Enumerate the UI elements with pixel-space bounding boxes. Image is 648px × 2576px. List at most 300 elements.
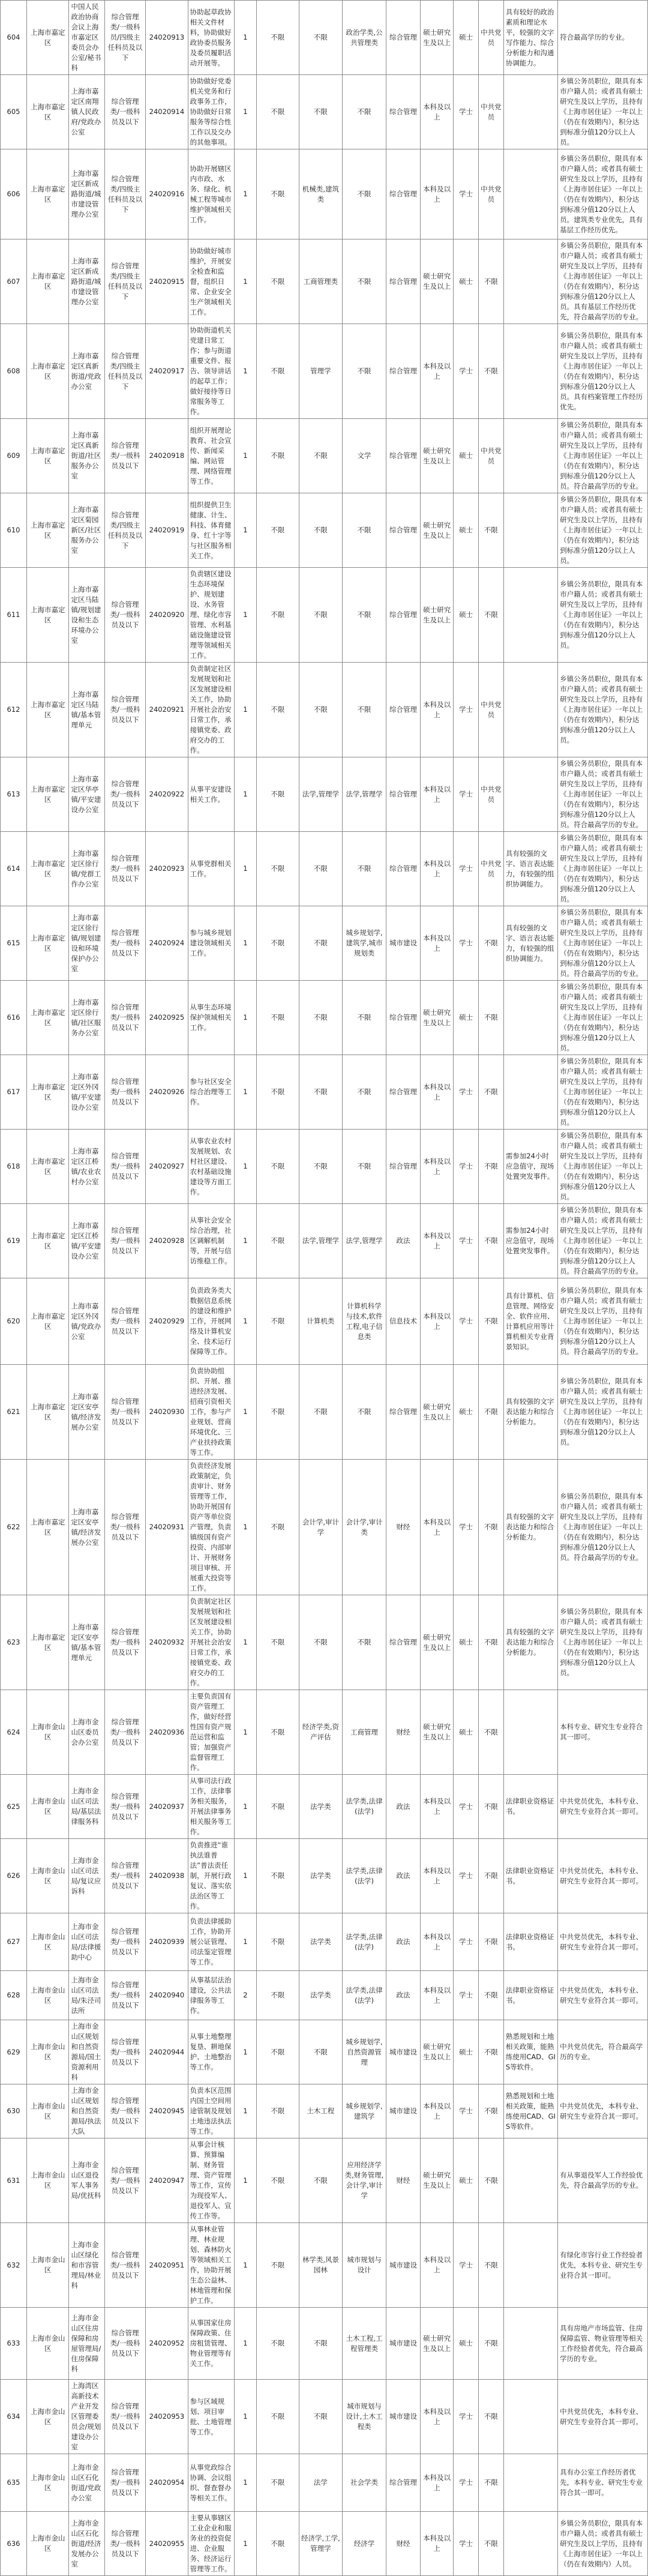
position-description: 从事农业农村发展规划、农村社区建设、农村基础设施建设等方面工作。 xyxy=(188,1130,234,1204)
hiring-unit: 上海市嘉定区徐行镇/规划建设和环境保护办公室 xyxy=(69,906,104,981)
district: 上海市嘉定区 xyxy=(27,149,69,239)
headcount: 1 xyxy=(234,663,256,757)
education-level: 硕士研究生及以上 xyxy=(421,1365,454,1460)
college-major: 不限 xyxy=(257,663,299,757)
district: 上海市金山区 xyxy=(27,2308,69,2380)
district: 上海市金山区 xyxy=(27,2084,69,2138)
row-number: 634 xyxy=(1,2380,27,2454)
notes: 中共党员优先，符合最高学历的专业。 xyxy=(558,2020,648,2084)
education-level: 本科及以上 xyxy=(421,2084,454,2138)
district: 上海市金山区 xyxy=(27,2380,69,2454)
position-description: 从事会计核算、预算编制、财务管理、资产管理等工作，宣传为现役军人、退役军人、宣传工作等。 xyxy=(188,2138,234,2223)
position-category: 综合管理类/四级主任科员及以下 xyxy=(104,493,145,568)
district: 上海市嘉定区 xyxy=(27,663,69,757)
postgrad-major: 城市规划与设计 xyxy=(343,2223,386,2308)
table-row xyxy=(1,568,648,663)
headcount: 1 xyxy=(234,324,256,419)
exam-category: 政法 xyxy=(386,1913,420,1971)
other-requirements: 熟悉规划和土地相关政策，能熟练使用CAD、GIS等软件。 xyxy=(503,2084,557,2138)
education-level: 本科及以上 xyxy=(421,1913,454,1971)
political-status: 中共党员 xyxy=(479,757,504,832)
other-requirements: 需参加24小时应急值守，现场处置突发事件。 xyxy=(503,1204,557,1278)
position-category: 综合管理类/一级科员及以下 xyxy=(104,832,145,906)
exam-category: 综合管理 xyxy=(386,419,420,493)
position-category: 综合管理类/一级科员及以下 xyxy=(104,75,145,149)
table-row xyxy=(1,832,648,906)
other-requirements xyxy=(503,149,557,239)
district: 上海市嘉定区 xyxy=(27,1365,69,1460)
college-major: 不限 xyxy=(257,1204,299,1278)
hiring-unit: 上海市金山区绿化和市容管理局/林业科 xyxy=(69,2223,104,2308)
position-code: 24020947 xyxy=(146,2138,188,2223)
row-number: 615 xyxy=(1,906,27,981)
political-status: 不限 xyxy=(479,1204,504,1278)
notes: 中共党员优先，本科专业、研究生专业符合其一即可。 xyxy=(558,1839,648,1913)
education-level: 本科及以上 xyxy=(421,149,454,239)
headcount: 1 xyxy=(234,2308,256,2380)
college-major: 不限 xyxy=(257,2308,299,2380)
degree: 硕士 xyxy=(454,2020,479,2084)
position-description: 从事土地整理复垦、耕地保护、土地整治等工作。 xyxy=(188,2020,234,2084)
degree: 学士 xyxy=(454,2454,479,2512)
undergrad-major: 不限 xyxy=(299,568,343,663)
row-number: 609 xyxy=(1,419,27,493)
position-code: 24020937 xyxy=(146,1775,188,1839)
undergrad-major: 不限 xyxy=(299,981,343,1055)
headcount: 1 xyxy=(234,906,256,981)
education-level: 本科及以上 xyxy=(421,1839,454,1913)
row-number: 636 xyxy=(1,2512,27,2576)
undergrad-major: 不限 xyxy=(299,1055,343,1130)
table-row xyxy=(1,981,648,1055)
table-row xyxy=(1,1130,648,1204)
political-status: 不限 xyxy=(479,1839,504,1913)
political-status: 不限 xyxy=(479,2308,504,2380)
exam-category: 城市建设 xyxy=(386,2084,420,2138)
degree: 硕士 xyxy=(454,568,479,663)
political-status: 不限 xyxy=(479,1595,504,1690)
table-row xyxy=(1,75,648,149)
position-category: 综合管理类/四级主任科员及以下 xyxy=(104,324,145,419)
education-level: 硕士研究生及以上 xyxy=(421,1,454,75)
position-description: 负责制定社区发展规划和社区发展建设相关工作，协助开展社会治安日常工作，承接镇党委、政府交办的工作。 xyxy=(188,663,234,757)
position-category: 综合管理类/一级科员及以下 xyxy=(104,1460,145,1595)
education-level: 本科及以上 xyxy=(421,1971,454,2020)
education-level: 本科及以上 xyxy=(421,75,454,149)
headcount: 1 xyxy=(234,2454,256,2512)
other-requirements xyxy=(503,2223,557,2308)
position-description: 负责制定社区发展规划和社区发展建设相关工作，协助开展社会治安日常工作，承接镇党委、政府交办的工作。 xyxy=(188,1595,234,1690)
undergrad-major: 法学类 xyxy=(299,1775,343,1839)
position-category: 综合管理类/一级科员及以下 xyxy=(104,2454,145,2512)
degree: 硕士 xyxy=(454,2308,479,2380)
undergrad-major: 林学类,风景园林 xyxy=(299,2223,343,2308)
hiring-unit: 上海市嘉定区外冈镇/党政办公室 xyxy=(69,1278,104,1365)
postgrad-major: 法学类,法律(法学) xyxy=(343,1913,386,1971)
notes: 中共党员优先，本科专业、研究生专业符合其一即可。 xyxy=(558,2084,648,2138)
political-status: 不限 xyxy=(479,1913,504,1971)
other-requirements xyxy=(503,324,557,419)
notes: 乡镇公务员职位，限具有本市户籍人员；或者具有硕士研究生及以上学历，且持有《上海市居住证》一年以上（仍在有效期内），积分达到标准分值120分以上人员。 xyxy=(558,1055,648,1130)
postgrad-major: 不限 xyxy=(343,75,386,149)
political-status: 中共党员 xyxy=(479,149,504,239)
position-code: 24020936 xyxy=(146,1690,188,1775)
district: 上海市金山区 xyxy=(27,1913,69,1971)
row-number: 611 xyxy=(1,568,27,663)
college-major: 不限 xyxy=(257,1460,299,1595)
notes: 乡镇公务员职位，限具有本市户籍人员；或者具有硕士研究生及以上学历，且持有《上海市居住证》一年以上（仍在有效期内），积分达到标准分值120分以上人员。建筑类专业优先，具有基层工作经历优先。 xyxy=(558,149,648,239)
political-status: 中共党员 xyxy=(479,1,504,75)
row-number: 617 xyxy=(1,1055,27,1130)
college-major: 不限 xyxy=(257,981,299,1055)
college-major: 不限 xyxy=(257,2138,299,2223)
undergrad-major: 会计学,审计学 xyxy=(299,1460,343,1595)
position-category: 综合管理类/一级科员及以下 xyxy=(104,568,145,663)
exam-category: 综合管理 xyxy=(386,1130,420,1204)
row-number: 633 xyxy=(1,2308,27,2380)
position-category: 综合管理类/一级科员及以下 xyxy=(104,1204,145,1278)
exam-category: 信息技术 xyxy=(386,1278,420,1365)
position-description: 协助做好城市维护，开展安全检查和监督，组织日常、企业安全生产领域相关工作。 xyxy=(188,239,234,324)
education-level: 本科及以上 xyxy=(421,1775,454,1839)
position-category: 综合管理类/一级科员及以下 xyxy=(104,1278,145,1365)
postgrad-major: 不限 xyxy=(343,149,386,239)
headcount: 1 xyxy=(234,1839,256,1913)
district: 上海市嘉定区 xyxy=(27,906,69,981)
row-number: 608 xyxy=(1,324,27,419)
college-major: 不限 xyxy=(257,2512,299,2576)
degree: 硕士 xyxy=(454,1595,479,1690)
position-description: 协助开展辖区内市政、水务、绿化、机械工程等城市维护领域相关工作。 xyxy=(188,149,234,239)
position-code: 24020924 xyxy=(146,906,188,981)
college-major: 不限 xyxy=(257,2020,299,2084)
headcount: 1 xyxy=(234,1690,256,1775)
exam-category: 城市建设 xyxy=(386,906,420,981)
exam-category: 综合管理 xyxy=(386,663,420,757)
political-status: 中共党员 xyxy=(479,832,504,906)
degree: 学士 xyxy=(454,2512,479,2576)
position-code: 24020929 xyxy=(146,1278,188,1365)
position-description: 参与区域规划、项目审批、土地管理等工作。 xyxy=(188,2380,234,2454)
headcount: 1 xyxy=(234,568,256,663)
degree: 学士 xyxy=(454,832,479,906)
other-requirements xyxy=(503,2138,557,2223)
education-level: 本科及以上 xyxy=(421,2380,454,2454)
table-row xyxy=(1,1839,648,1913)
degree: 硕士 xyxy=(454,1,479,75)
college-major: 不限 xyxy=(257,568,299,663)
postgrad-major: 应用经济学类,财务管理,会计学,审计学 xyxy=(343,2138,386,2223)
position-code: 24020930 xyxy=(146,1365,188,1460)
position-description: 从事党群相关工作。 xyxy=(188,832,234,906)
notes: 乡镇公务员职位，限具有本市户籍人员；或者具有硕士研究生及以上学历，且持有《上海市居住证》一年以上（仍在有效期内），积分达到标准分值120分以上人员。 xyxy=(558,981,648,1055)
degree: 学士 xyxy=(454,1460,479,1595)
exam-category: 综合管理 xyxy=(386,1,420,75)
hiring-unit: 上海市嘉定区安亭镇/经济发展办公室 xyxy=(69,1365,104,1460)
notes: 乡镇公务员职位，限具有本市户籍人员；或者具有硕士研究生及以上学历，且持有《上海市居住证》一年以上（仍在有效期内），积分达到标准分值120分以上人员。符合最高学历的专业。 xyxy=(558,1460,648,1595)
college-major: 不限 xyxy=(257,1278,299,1365)
education-level: 本科及以上 xyxy=(421,1130,454,1204)
college-major: 不限 xyxy=(257,2380,299,2454)
headcount: 1 xyxy=(234,2380,256,2454)
exam-category: 综合管理 xyxy=(386,149,420,239)
notes: 本科专业、研究生专业符合其一即可。 xyxy=(558,1690,648,1775)
headcount: 1 xyxy=(234,149,256,239)
undergrad-major: 工商管理类 xyxy=(299,239,343,324)
hiring-unit: 上海市金山区司法局/法律援助中心 xyxy=(69,1913,104,1971)
headcount: 1 xyxy=(234,419,256,493)
undergrad-major: 计算机类 xyxy=(299,1278,343,1365)
education-level: 本科及以上 xyxy=(421,757,454,832)
row-number: 607 xyxy=(1,239,27,324)
postgrad-major: 法学类,法律(法学) xyxy=(343,1839,386,1913)
postgrad-major: 社会学类 xyxy=(343,2454,386,2512)
headcount: 1 xyxy=(234,239,256,324)
exam-category: 财经 xyxy=(386,1690,420,1775)
position-category: 综合管理类/一级科员及以下 xyxy=(104,2223,145,2308)
political-status: 不限 xyxy=(479,2380,504,2454)
hiring-unit: 上海市嘉定区新成路街道/城市建设管理办公室 xyxy=(69,149,104,239)
college-major: 不限 xyxy=(257,1839,299,1913)
notes: 中共党员优先，本科专业、研究生专业符合其一即可。 xyxy=(558,1971,648,2020)
notes: 具有房地产市场监管、住房保障监管、物业管理等相关工作经验者优先，符合最高学历的专业。 xyxy=(558,2308,648,2380)
position-code: 24020953 xyxy=(146,2380,188,2454)
political-status: 不限 xyxy=(479,324,504,419)
college-major: 不限 xyxy=(257,324,299,419)
college-major: 不限 xyxy=(257,2454,299,2512)
undergrad-major: 不限 xyxy=(299,1130,343,1204)
education-level: 硕士研究生及以上 xyxy=(421,568,454,663)
hiring-unit: 上海市金山区住房保障和房屋管理局/住房保障科 xyxy=(69,2308,104,2380)
position-category: 综合管理类/一级科员及以下 xyxy=(104,757,145,832)
table-row xyxy=(1,2380,648,2454)
table-row xyxy=(1,2138,648,2223)
position-category: 综合管理类/一级科员/四级主任科员及以下 xyxy=(104,1,145,75)
table-row xyxy=(1,1595,648,1690)
position-description: 从事社会安全综合治理，社区调解机制等，开展与信访维稳工作。 xyxy=(188,1204,234,1278)
degree: 硕士 xyxy=(454,1690,479,1775)
position-category: 综合管理类/一级科员及以下 xyxy=(104,1130,145,1204)
district: 上海市嘉定区 xyxy=(27,324,69,419)
degree: 硕士 xyxy=(454,419,479,493)
political-status: 不限 xyxy=(479,568,504,663)
headcount: 1 xyxy=(234,1204,256,1278)
political-status: 不限 xyxy=(479,1278,504,1365)
postgrad-major: 不限 xyxy=(343,568,386,663)
other-requirements xyxy=(503,2380,557,2454)
position-description: 从事林业管理、林业规划、森林防火等领域相关工作，协助开展生态公益林、林地管理和保护工作。 xyxy=(188,2223,234,2308)
degree: 学士 xyxy=(454,1913,479,1971)
exam-category: 财经 xyxy=(386,2138,420,2223)
notes: 中共党员优先，本科专业、研究生专业符合其一即可。 xyxy=(558,2380,648,2454)
position-code: 24020918 xyxy=(146,419,188,493)
postgrad-major: 法学,管理学 xyxy=(343,1204,386,1278)
row-number: 631 xyxy=(1,2138,27,2223)
row-number: 613 xyxy=(1,757,27,832)
undergrad-major: 机械类,建筑类 xyxy=(299,149,343,239)
notes: 乡镇公务员职位，限具有本市户籍人员；或者具有硕士研究生及以上学历，且持有《上海市居住证》一年以上（仍在有效期内），积分达到标准分值120分以上人员。 xyxy=(558,1595,648,1690)
hiring-unit: 上海湾区高新技术产业开发区管理委员会/规划建设办公室 xyxy=(69,2380,104,2454)
political-status: 不限 xyxy=(479,493,504,568)
position-description: 参与城乡规划建设领域相关工作。 xyxy=(188,906,234,981)
headcount: 1 xyxy=(234,757,256,832)
district: 上海市嘉定区 xyxy=(27,1130,69,1204)
other-requirements: 熟悉规划和土地相关政策，能熟练使用CAD、GIS等软件。 xyxy=(503,2020,557,2084)
hiring-unit: 上海市嘉定区新成路街道/城市建设管理办公室 xyxy=(69,239,104,324)
college-major: 不限 xyxy=(257,1365,299,1460)
political-status: 不限 xyxy=(479,1130,504,1204)
postgrad-major: 城市规划与设计,土木工程类 xyxy=(343,2380,386,2454)
degree: 硕士 xyxy=(454,239,479,324)
row-number: 632 xyxy=(1,2223,27,2308)
position-category: 综合管理类/一级科员及以下 xyxy=(104,2084,145,2138)
position-category: 综合管理类/一级科员及以下 xyxy=(104,2138,145,2223)
college-major: 不限 xyxy=(257,419,299,493)
position-description: 协助起草政协相关文件材料，协助做好政协委员服务及委员履职活动开展等。 xyxy=(188,1,234,75)
degree: 硕士 xyxy=(454,2138,479,2223)
headcount: 1 xyxy=(234,2084,256,2138)
postgrad-major: 经济学 xyxy=(343,2512,386,2576)
position-category: 综合管理类/一级科员及以下 xyxy=(104,2308,145,2380)
college-major: 不限 xyxy=(257,1,299,75)
district: 上海市金山区 xyxy=(27,1839,69,1913)
position-category: 综合管理类/一级科员及以下 xyxy=(104,1913,145,1971)
notes: 乡镇公务员职位，限具有本市户籍人员；或者具有硕士研究生及以上学历，且持有《上海市居住证》一年以上（仍在有效期内），积分达到标准分值120分以上人员。符合最高学历的专业。 xyxy=(558,757,648,832)
district: 上海市嘉定区 xyxy=(27,1278,69,1365)
college-major: 不限 xyxy=(257,493,299,568)
college-major: 不限 xyxy=(257,832,299,906)
hiring-unit: 上海市嘉定区江桥镇/农业农村办公室 xyxy=(69,1130,104,1204)
hiring-unit: 上海市嘉定区安亭镇/经济发展办公室 xyxy=(69,1460,104,1595)
college-major: 不限 xyxy=(257,906,299,981)
notes: 乡镇公务员职位，限具有本市户籍人员；或者具有硕士研究生及以上学历，且持有《上海市居住证》一年以上（仍在有效期内），积分达到标准分值120分以上人员。 xyxy=(558,832,648,906)
undergrad-major: 不限 xyxy=(299,2380,343,2454)
political-status: 不限 xyxy=(479,2454,504,2512)
notes: 乡镇公务员职位，限具有本市户籍人员；或者具有硕士研究生及以上学历，且持有《上海市居住证》一年以上（仍在有效期内），积分达到标准分值120分以上人员。具有档案管理工作经历优先。 xyxy=(558,324,648,419)
postgrad-major: 不限 xyxy=(343,832,386,906)
undergrad-major: 土木工程 xyxy=(299,2084,343,2138)
other-requirements: 具有较强的文字、语言表达能力，有较强的组织协调能力。 xyxy=(503,832,557,906)
table-row xyxy=(1,1971,648,2020)
degree: 学士 xyxy=(454,1130,479,1204)
political-status: 不限 xyxy=(479,1055,504,1130)
undergrad-major: 不限 xyxy=(299,2308,343,2380)
notes: 有从事退役军人工作经验优先，符合最高学历的专业。 xyxy=(558,2138,648,2223)
hiring-unit: 上海市金山区规划和自然资源局/国土资源利用科 xyxy=(69,2020,104,2084)
education-level: 硕士研究生及以上 xyxy=(421,2138,454,2223)
district: 上海市嘉定区 xyxy=(27,75,69,149)
degree: 硕士 xyxy=(454,981,479,1055)
postgrad-major: 土木工程,工程管理类 xyxy=(343,2308,386,2380)
district: 上海市金山区 xyxy=(27,2138,69,2223)
political-status: 不限 xyxy=(479,239,504,324)
position-category: 综合管理类/四级主任科员及以下 xyxy=(104,149,145,239)
undergrad-major: 不限 xyxy=(299,419,343,493)
notes: 乡镇公务员职位，限具有本市户籍人员；或者具有硕士研究生及以上学历，且持有《上海市居住证》一年以上（仍在有效期内）人员。 xyxy=(558,2512,648,2576)
position-code: 24020951 xyxy=(146,2223,188,2308)
degree: 学士 xyxy=(454,2084,479,2138)
degree: 学士 xyxy=(454,75,479,149)
headcount: 1 xyxy=(234,2138,256,2223)
row-number: 628 xyxy=(1,1971,27,2020)
hiring-unit: 上海市嘉定区南翔镇人民政府/党政办公室 xyxy=(69,75,104,149)
notes: 乡镇公务员职位，限具有本市户籍人员；或者具有硕士研究生及以上学历，且持有《上海市居住证》一年以上（仍在有效期内），积分达到标准分值120分以上人员。 xyxy=(558,1130,648,1204)
table-row xyxy=(1,324,648,419)
undergrad-major: 不限 xyxy=(299,1365,343,1460)
notes: 具有办公室工作经历者优先，本科专业、研究生专业符合其一即可。 xyxy=(558,2454,648,2512)
postgrad-major: 不限 xyxy=(343,239,386,324)
row-number: 621 xyxy=(1,1365,27,1460)
row-number: 627 xyxy=(1,1913,27,1971)
hiring-unit: 上海市嘉定区真新街道/社区服务办公室 xyxy=(69,419,104,493)
political-status: 中共党员 xyxy=(479,419,504,493)
table-row xyxy=(1,493,648,568)
education-level: 本科及以上 xyxy=(421,2454,454,2512)
college-major: 不限 xyxy=(257,757,299,832)
undergrad-major: 法学,管理学 xyxy=(299,1204,343,1278)
postgrad-major: 政治学类,公共管理类 xyxy=(343,1,386,75)
table-row xyxy=(1,2308,648,2380)
college-major: 不限 xyxy=(257,1055,299,1130)
notes: 乡镇公务员职位，限具有本市户籍人员；或者具有硕士研究生及以上学历，且持有《上海市居住证》一年以上（仍在有效期内），积分达到标准分值120分以上人员。 xyxy=(558,568,648,663)
table-row xyxy=(1,1690,648,1775)
other-requirements xyxy=(503,75,557,149)
exam-category: 政法 xyxy=(386,1839,420,1913)
table-row xyxy=(1,2512,648,2576)
postgrad-major: 城乡规划学,自然资源管理 xyxy=(343,2020,386,2084)
notes: 乡镇公务员职位，限具有本市户籍人员；或者具有硕士研究生及以上学历，且持有《上海市居住证》一年以上（仍在有效期内），积分达到标准分值120分以上人员。符合最高学历的专业。 xyxy=(558,419,648,493)
other-requirements: 法律职业资格证书。 xyxy=(503,1971,557,2020)
exam-category: 综合管理 xyxy=(386,324,420,419)
position-code: 24020952 xyxy=(146,2308,188,2380)
exam-category: 政法 xyxy=(386,1971,420,2020)
district: 上海市金山区 xyxy=(27,2020,69,2084)
position-code: 24020923 xyxy=(146,832,188,906)
table-row xyxy=(1,149,648,239)
position-code: 24020939 xyxy=(146,1913,188,1971)
hiring-unit: 上海市嘉定区马陆镇/基本管理单元 xyxy=(69,663,104,757)
political-status: 不限 xyxy=(479,2223,504,2308)
headcount: 1 xyxy=(234,1,256,75)
headcount: 1 xyxy=(234,1055,256,1130)
headcount: 1 xyxy=(234,1775,256,1839)
education-level: 本科及以上 xyxy=(421,1055,454,1130)
postgrad-major: 城乡规划学,建筑学 xyxy=(343,2084,386,2138)
row-number: 624 xyxy=(1,1690,27,1775)
exam-category: 综合管理 xyxy=(386,757,420,832)
other-requirements xyxy=(503,2454,557,2512)
table-row xyxy=(1,239,648,324)
position-category: 综合管理类/一级科员及以下 xyxy=(104,1971,145,2020)
political-status: 不限 xyxy=(479,1971,504,2020)
table-row xyxy=(1,1055,648,1130)
education-level: 本科及以上 xyxy=(421,832,454,906)
table-row xyxy=(1,1278,648,1365)
notes: 乡镇公务员职位，限具有本市户籍人员；或者具有硕士研究生及以上学历，且持有《上海市居住证》一年以上（仍在有效期内），积分达到标准分值120分以上人员。 xyxy=(558,1365,648,1460)
exam-category: 财经 xyxy=(386,1460,420,1595)
postgrad-major: 工商管理 xyxy=(343,1690,386,1775)
education-level: 本科及以上 xyxy=(421,1204,454,1278)
college-major: 不限 xyxy=(257,1971,299,2020)
district: 上海市金山区 xyxy=(27,2454,69,2512)
row-number: 604 xyxy=(1,1,27,75)
exam-category: 城市建设 xyxy=(386,2308,420,2380)
postgrad-major: 不限 xyxy=(343,663,386,757)
district: 上海市嘉定区 xyxy=(27,1460,69,1595)
other-requirements: 具有较好的政治素质和理论水平，较强的文字写作能力、综合分析能力和沟通协调能力。 xyxy=(503,1,557,75)
hiring-unit: 上海市嘉定区江桥镇/平安建设办公室 xyxy=(69,1204,104,1278)
political-status: 不限 xyxy=(479,981,504,1055)
